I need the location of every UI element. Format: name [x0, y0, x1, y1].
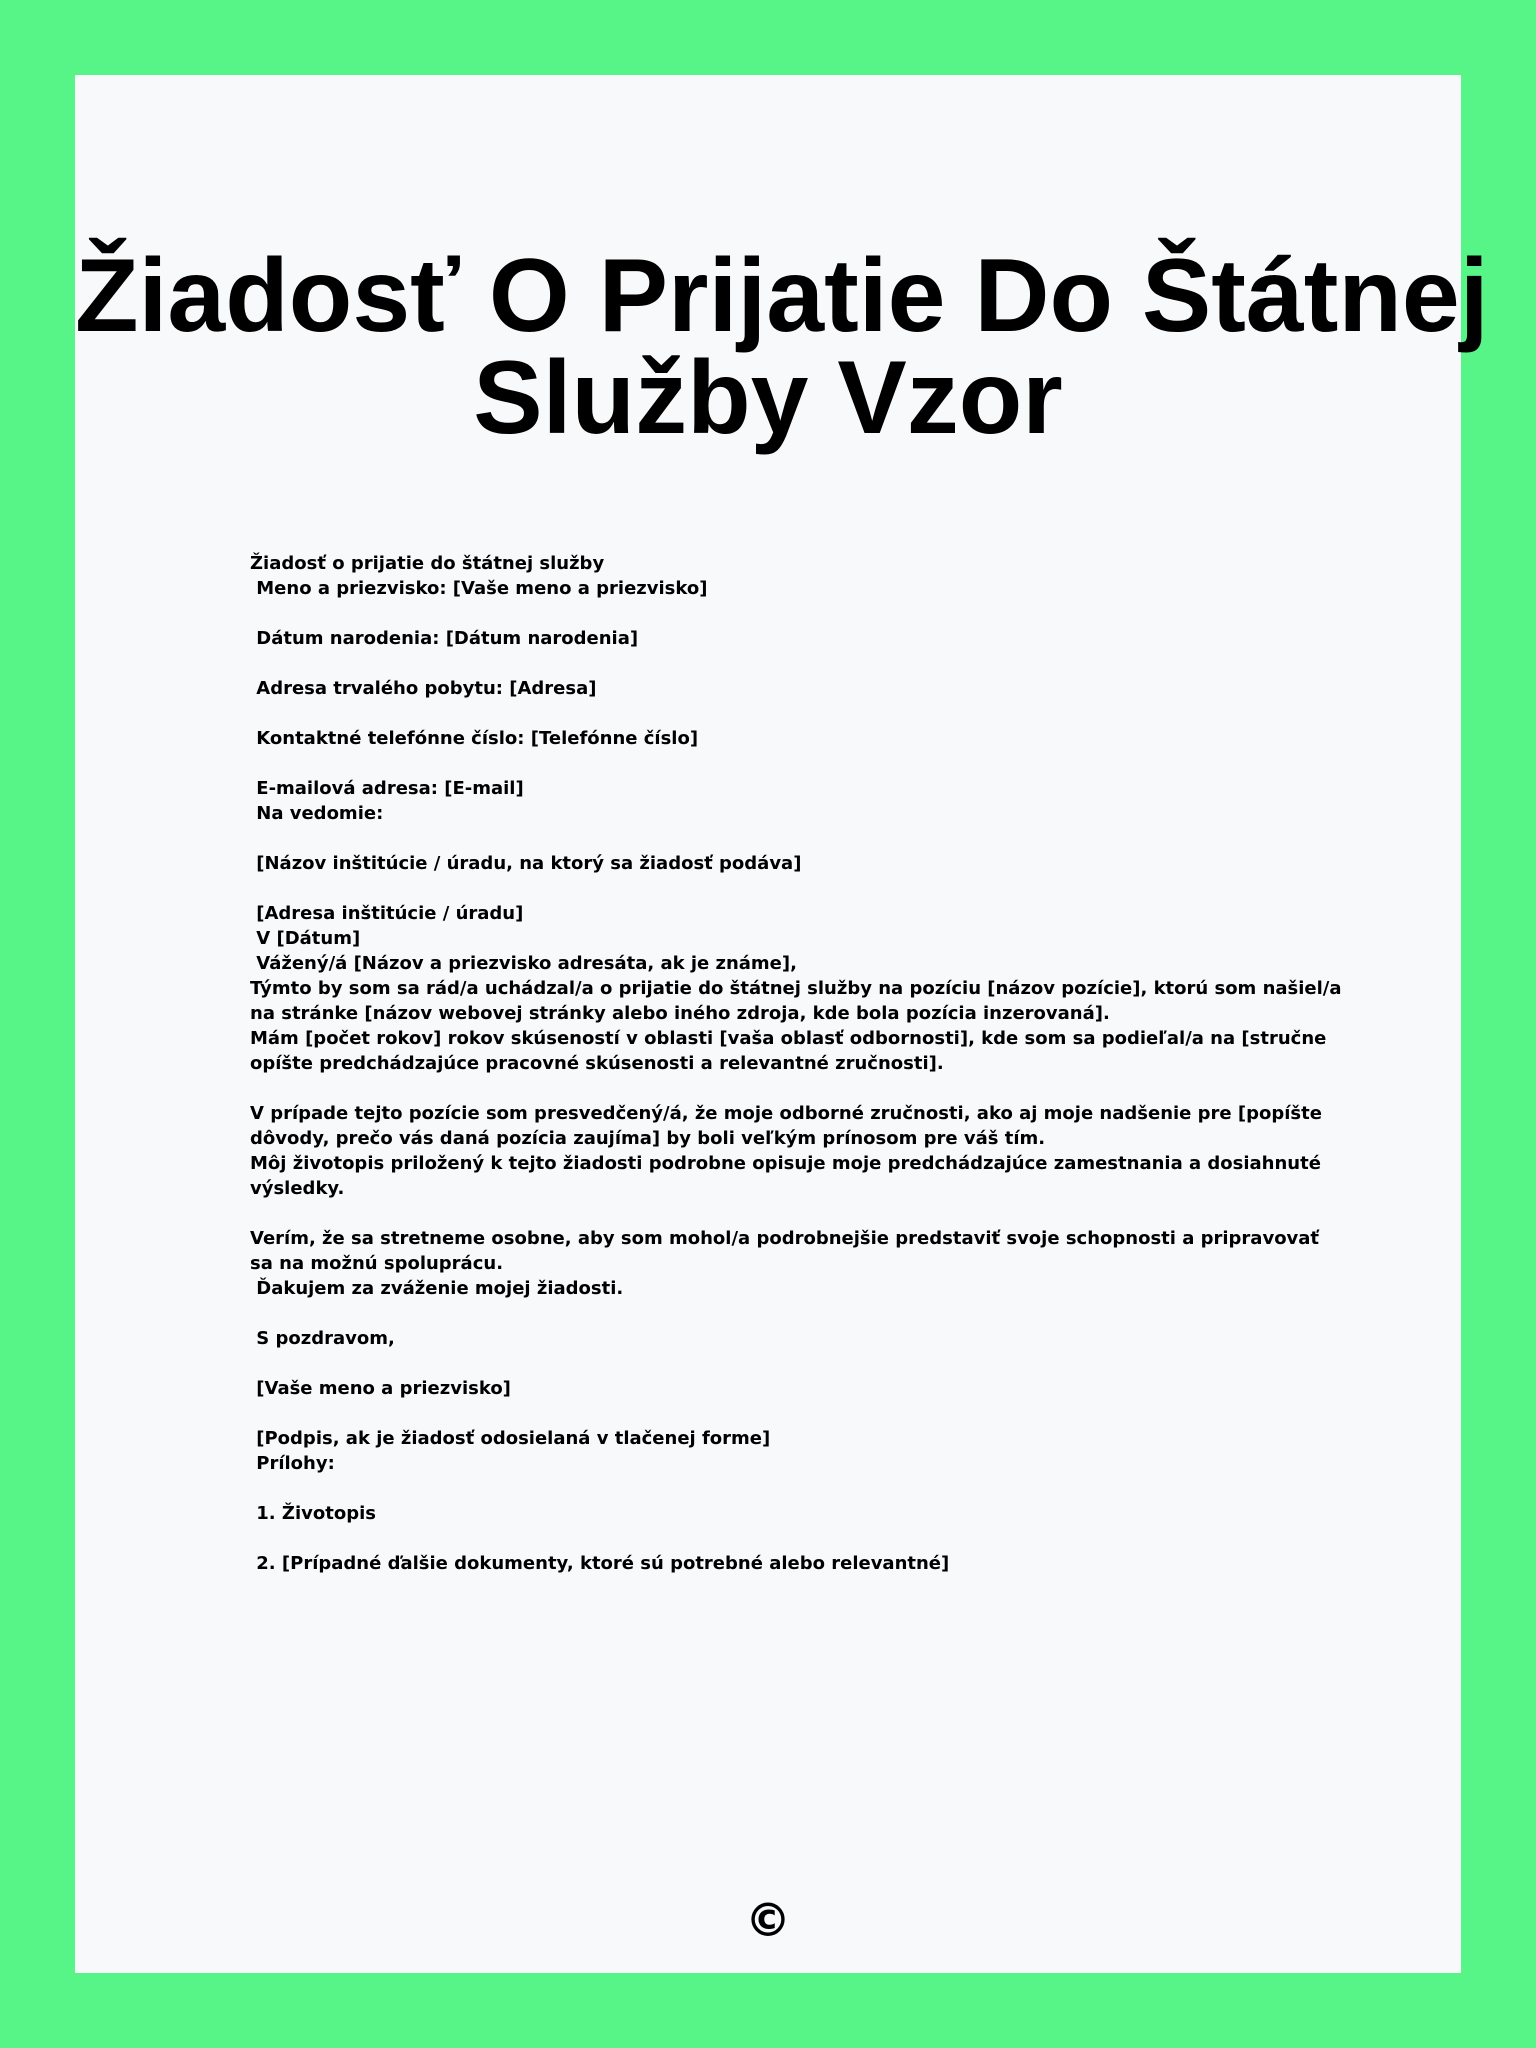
body-line: Prílohy: [250, 1453, 335, 1474]
body-line: Adresa trvalého pobytu: [Adresa] [250, 678, 597, 699]
body-line: Na vedomie: [250, 803, 384, 824]
body-line: dôvody, prečo vás daná pozícia zaujíma] by boli veľkým prínosom pre váš tím. [250, 1128, 1046, 1149]
body-line: sa na možnú spoluprácu. [250, 1253, 504, 1274]
body-line: Meno a priezvisko: [Vaše meno a priezvisko] [250, 578, 708, 599]
blank-line [250, 651, 1310, 676]
blank-line [250, 1351, 1310, 1376]
blank-line [250, 876, 1310, 901]
document-body [250, 551, 1342, 1576]
blank-line [250, 1201, 1310, 1226]
blank-line [250, 1076, 1310, 1101]
blank-line [250, 1301, 1310, 1326]
body-line: V prípade tejto pozície som presvedčený/á, že moje odborné zručnosti, ako aj moje nadšenie pre [popíšte [250, 1103, 1322, 1124]
blank-line [250, 1476, 1310, 1501]
blank-line [250, 601, 1310, 626]
body-line: opíšte predchádzajúce pracovné skúsenosti a relevantné zručnosti]. [250, 1053, 944, 1074]
title-line-1: Žiadosť O Prijatie Do Štátnej [75, 238, 1489, 354]
blank-line [250, 1526, 1310, 1551]
body-line: Verím, že sa stretneme osobne, aby som mohol/a podrobnejšie predstaviť svoje schopnosti a pripravovať [250, 1228, 1320, 1249]
body-line: 2. [Prípadné ďalšie dokumenty, ktoré sú potrebné alebo relevantné] [250, 1553, 950, 1574]
document-page [75, 75, 1489, 1973]
body-line: V [Dátum] [250, 928, 361, 949]
body-line: Môj životopis priložený k tejto žiadosti podrobne opisuje moje predchádzajúce zamestnania a dosiahnuté [250, 1153, 1321, 1174]
blank-line [250, 1401, 1310, 1426]
body-line: Kontaktné telefónne číslo: [Telefónne číslo] [250, 728, 699, 749]
body-line: výsledky. [250, 1178, 345, 1199]
body-line: Vážený/á [Názov a priezvisko adresáta, ak je známe], [250, 953, 797, 974]
body-line: S pozdravom, [250, 1328, 395, 1349]
blank-line [250, 751, 1310, 776]
body-line: [Podpis, ak je žiadosť odosielaná v tlačenej forme] [250, 1428, 771, 1449]
body-line: na stránke [názov webovej stránky alebo iného zdroja, kde bola pozícia inzerovaná]. [250, 1003, 1110, 1024]
body-line: Dátum narodenia: [Dátum narodenia] [250, 628, 639, 649]
body-line: Mám [počet rokov] rokov skúseností v oblasti [vaša oblasť odbornosti], kde som sa podieľal/a na [stručne [250, 1028, 1327, 1049]
document-title [75, 238, 1489, 456]
body-line: [Názov inštitúcie / úradu, na ktorý sa žiadosť podáva] [250, 853, 802, 874]
title-line-2: Služby Vzor [473, 340, 1063, 456]
blank-line [250, 826, 1310, 851]
blank-line [250, 701, 1310, 726]
body-line: Týmto by som sa rád/a uchádzal/a o prijatie do štátnej služby na pozíciu [názov pozície], ktorú som našiel/a [250, 978, 1342, 999]
body-line: 1. Životopis [250, 1503, 376, 1524]
body-line: [Vaše meno a priezvisko] [250, 1378, 511, 1399]
body-line: [Adresa inštitúcie / úradu] [250, 903, 524, 924]
copyright-symbol: © [745, 1893, 791, 1947]
body-line: Ďakujem za zváženie mojej žiadosti. [250, 1278, 624, 1299]
body-line: Žiadosť o prijatie do štátnej služby [250, 553, 605, 574]
body-line: E-mailová adresa: [E-mail] [250, 778, 524, 799]
